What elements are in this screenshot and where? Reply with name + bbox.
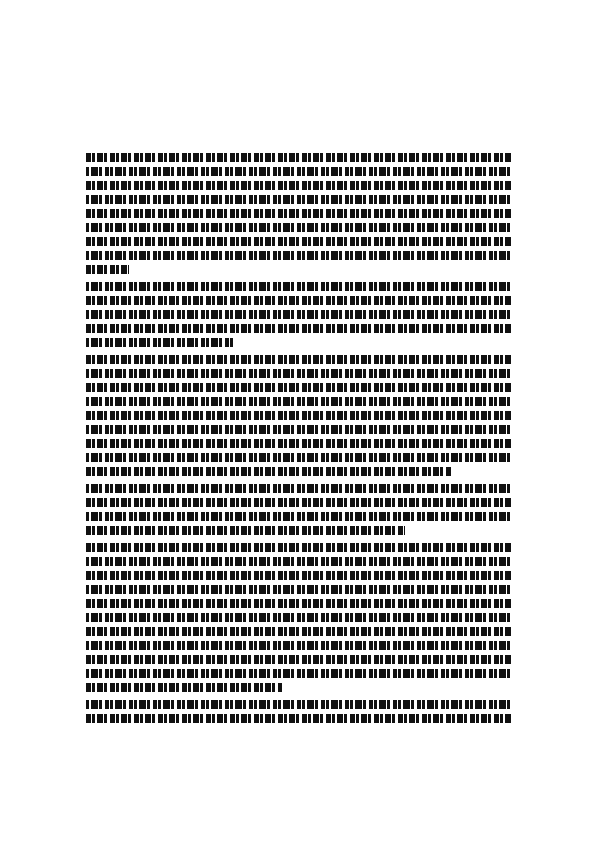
- text-line: [86, 296, 511, 305]
- text-line: [86, 439, 511, 448]
- text-line: [86, 338, 235, 347]
- document-body: [86, 153, 511, 728]
- body-paragraph: [86, 355, 511, 476]
- text-line: [86, 627, 511, 636]
- text-line: [86, 453, 511, 462]
- text-line: [86, 512, 511, 521]
- text-line: [86, 282, 511, 291]
- text-line: [86, 669, 511, 678]
- body-paragraph: [86, 700, 511, 723]
- text-line: [86, 557, 511, 566]
- text-line: [86, 167, 511, 176]
- text-line: [86, 543, 511, 552]
- text-line: [86, 425, 511, 434]
- text-line: [86, 195, 511, 204]
- text-line: [86, 700, 511, 709]
- text-line: [86, 237, 511, 246]
- text-line: [86, 209, 511, 218]
- body-paragraph: [86, 484, 511, 535]
- text-line: [86, 223, 511, 232]
- text-line: [86, 324, 511, 333]
- text-line: [86, 641, 511, 650]
- text-line: [86, 484, 511, 493]
- text-line: [86, 153, 511, 162]
- text-line: [86, 369, 511, 378]
- text-line: [86, 411, 511, 420]
- text-line: [86, 397, 511, 406]
- text-line: [86, 599, 511, 608]
- body-paragraph: [86, 153, 511, 274]
- text-line: [86, 585, 511, 594]
- text-line: [86, 467, 452, 476]
- text-line: [86, 526, 405, 535]
- text-line: [86, 181, 511, 190]
- text-line: [86, 683, 282, 692]
- text-line: [86, 714, 511, 723]
- text-line: [86, 498, 511, 507]
- text-line: [86, 655, 511, 664]
- body-paragraph: [86, 282, 511, 347]
- text-line: [86, 310, 511, 319]
- text-line: [86, 251, 511, 260]
- text-line: [86, 355, 511, 364]
- text-line: [86, 571, 511, 580]
- text-line: [86, 383, 511, 392]
- body-paragraph: [86, 543, 511, 692]
- text-line: [86, 613, 511, 622]
- text-line: [86, 265, 129, 274]
